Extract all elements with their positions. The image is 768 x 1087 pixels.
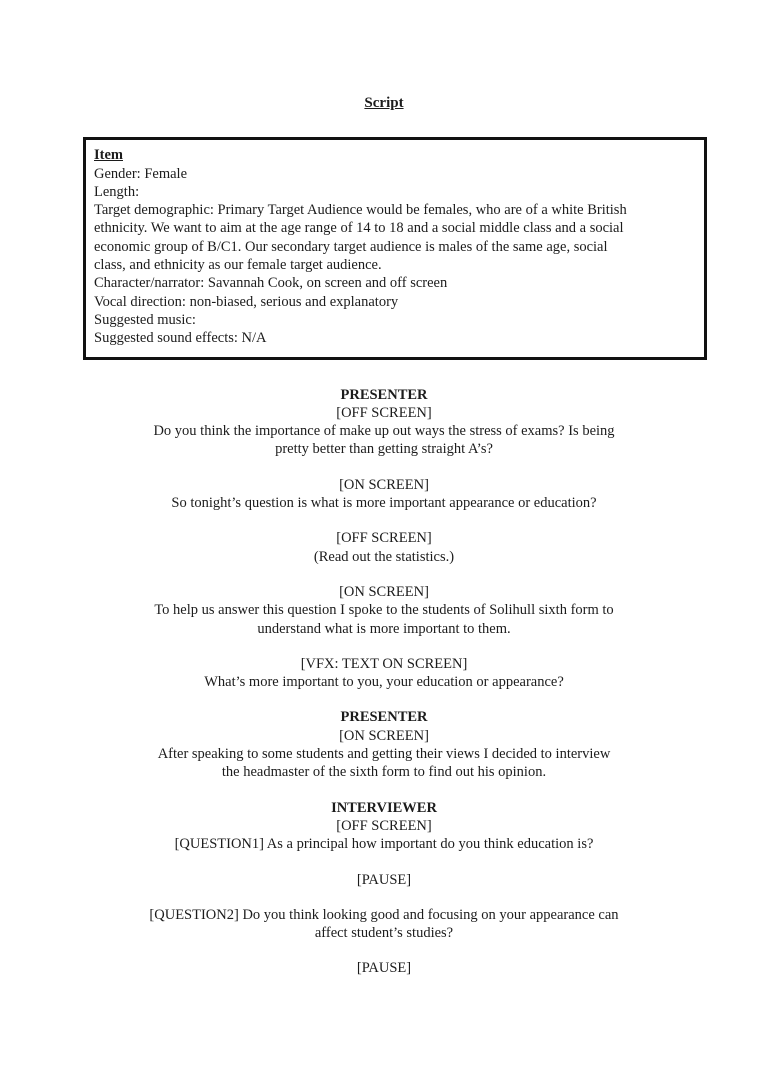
item-box-line-target-demographic-1: Target demographic: Primary Target Audience would be females, who are of a white British — [94, 202, 627, 219]
item-box-line-gender: Gender: Female — [94, 165, 188, 182]
item-box-heading: Item — [94, 147, 123, 164]
item-box-line-character-narrator: Character/narrator: Savannah Cook, on screen and off screen — [94, 275, 448, 292]
speaker-heading: INTERVIEWER — [331, 799, 437, 816]
speaker-heading: PRESENTER — [340, 386, 428, 403]
script-block-vfx-text — [72, 655, 696, 692]
cue-line: [ON SCREEN] — [339, 727, 429, 744]
item-box-line-target-demographic-3: economic group of B/C1. Our secondary target audience is males of the same age, social — [94, 238, 608, 255]
item-box-line-target-demographic-4: class, and ethnicity as our female target audience. — [94, 257, 382, 274]
dialogue-line: understand what is more important to them. — [257, 620, 511, 637]
script-body — [72, 386, 696, 978]
dialogue-line: [QUESTION1] As a principal how important do you think education is? — [174, 836, 594, 853]
cue-line: [ON SCREEN] — [339, 476, 429, 493]
script-block-pause-1 — [72, 871, 696, 889]
item-box-line-suggested-music: Suggested music: — [94, 311, 196, 328]
dialogue-line: the headmaster of the sixth form to find out his opinion. — [221, 764, 547, 781]
item-box-line-length: Length: — [94, 183, 140, 200]
item-info-box — [83, 137, 707, 359]
dialogue-line: After speaking to some students and getting their views I decided to interview — [157, 746, 611, 763]
dialogue-line: What’s more important to you, your education or appearance? — [204, 674, 564, 691]
script-block-pause-2 — [72, 959, 696, 977]
dialogue-line: pretty better than getting straight A’s? — [275, 441, 493, 458]
dialogue-line: To help us answer this question I spoke to the students of Solihull sixth form to — [154, 602, 614, 619]
document-title: Script — [364, 95, 404, 111]
script-block-question-2 — [72, 906, 696, 943]
cue-line: [OFF SCREEN] — [336, 530, 432, 547]
script-block-presenter-1 — [72, 386, 696, 459]
item-box-line-target-demographic-2: ethnicity. We want to aim at the age range of 14 to 18 and a social middle class and a social — [94, 220, 624, 237]
script-block-presenter-2 — [72, 708, 696, 781]
cue-line: [OFF SCREEN] — [336, 404, 432, 421]
script-block-interviewer — [72, 799, 696, 854]
pause-cue: [PAUSE] — [356, 960, 412, 977]
direction-line: (Read out the statistics.) — [313, 548, 455, 565]
speaker-heading: PRESENTER — [340, 709, 428, 726]
script-block-on-screen-2 — [72, 583, 696, 638]
item-box-line-vocal-direction: Vocal direction: non-biased, serious and explanatory — [94, 293, 399, 310]
script-block-off-screen-statistics — [72, 529, 696, 566]
cue-line: [OFF SCREEN] — [336, 817, 432, 834]
dialogue-line: affect student’s studies? — [314, 925, 454, 942]
script-block-on-screen-1 — [72, 476, 696, 513]
item-box-line-suggested-sound-effects: Suggested sound effects: N/A — [94, 330, 267, 347]
dialogue-line: [QUESTION2] Do you think looking good and focusing on your appearance can — [149, 906, 619, 923]
dialogue-line: So tonight’s question is what is more important appearance or education? — [171, 495, 597, 512]
pause-cue: [PAUSE] — [356, 871, 412, 888]
cue-line: [VFX: TEXT ON SCREEN] — [300, 655, 468, 672]
dialogue-line: Do you think the importance of make up out ways the stress of exams? Is being — [153, 423, 615, 440]
cue-line: [ON SCREEN] — [339, 583, 429, 600]
